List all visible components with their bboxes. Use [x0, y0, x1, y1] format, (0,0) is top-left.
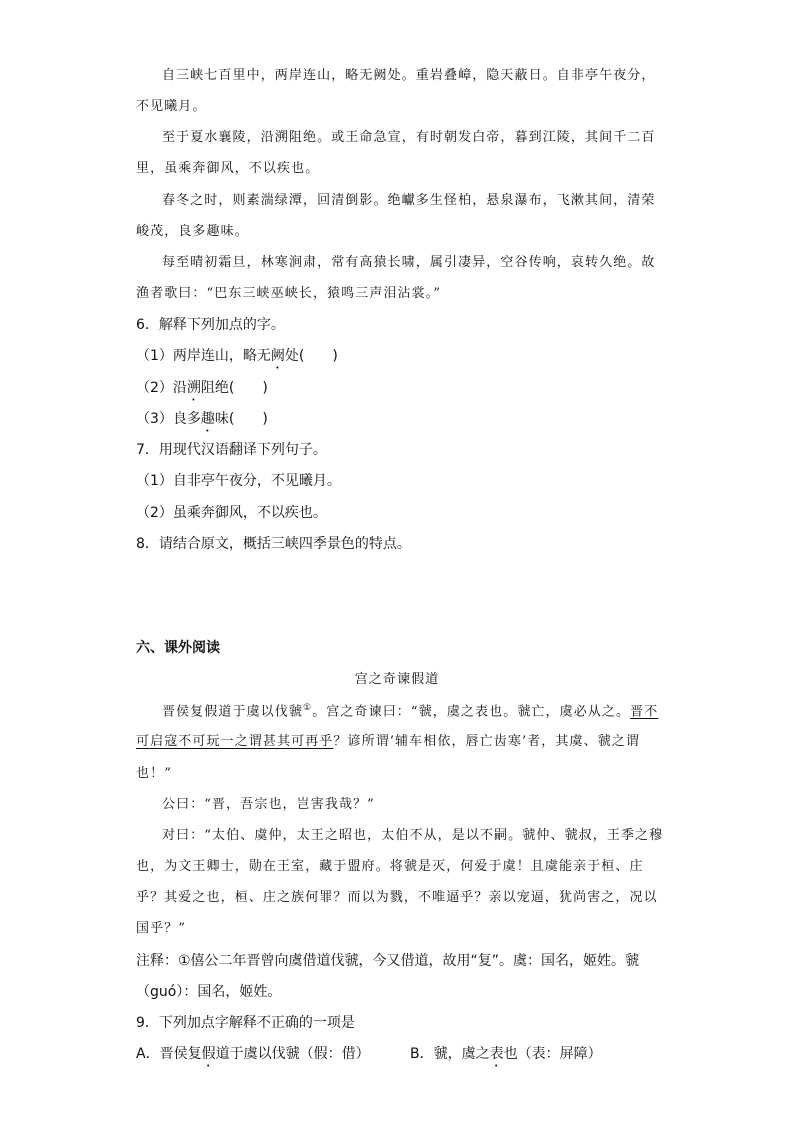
passage1-line: 不见曦月。	[136, 99, 207, 114]
passage1-line: 每至晴初霜旦，林寒涧肃，常有高猿长啸，属引凄异，空谷传响，哀转久绝。故	[162, 255, 656, 270]
annotation-line: （guó）：国名，姬姓。	[136, 984, 282, 1000]
question-9-option-a	[136, 1046, 370, 1070]
passage2-line	[162, 703, 658, 720]
passage1-line: 渔者歌曰：“巴东三峡巫峡长，猿鸣三声泪沾裳。”	[136, 286, 442, 301]
passage1-line: 至于夏水襄陵，沿溯阻绝。或王命急宣，有时朝发白帝，暮到江陵，其间千二百	[162, 130, 656, 145]
passage2-line: 也，为文王卿士，勋在王室，藏于盟府。将虢是灭，何爱于虞！且虞能亲于桓、庄	[136, 859, 644, 874]
passage1-line: 春冬之时，则素湍绿潭，回清倒影。绝巘多生怪柏，悬泉瀑布，飞漱其间，清荣	[162, 193, 656, 208]
passage2-line: 也！”	[136, 766, 172, 781]
question-8-stem: 8．请结合原文，概括三峡四季景色的特点。	[136, 536, 411, 552]
passage1-line: 自三峡七百里中，两岸连山，略无阙处。重岩叠嶂，隐天蔽日。自非亭午夜分，	[162, 68, 656, 83]
passage1-line: 里，虽乘奔御风，不以疾也。	[136, 161, 320, 176]
question-6-item-1	[136, 348, 338, 372]
underlined-text: 晋不	[630, 704, 659, 720]
text-segment: （2）沿	[136, 380, 187, 396]
passage2-line: 对曰：“太伯、虞仲，太王之昭也，太伯不从，是以不嗣。虢仲、虢叔，王季之穆	[162, 828, 664, 843]
text-segment: B．虢，虞之	[410, 1046, 490, 1062]
section-heading: 六、课外阅读	[136, 640, 220, 656]
question-6-stem: 6．解释下列加点的字。	[136, 317, 285, 333]
text-segment: 。宫之奇谏曰：“虢，虞之表也。虢亡，虞必从之。	[312, 704, 631, 720]
question-7-item-2: （2）虽乘奔御风，不以疾也。	[136, 505, 327, 521]
dotted-character: 阙	[270, 348, 285, 364]
dotted-character: 假	[201, 1046, 216, 1062]
dotted-character: 趣	[200, 411, 215, 427]
question-7-item-1: （1）自非亭午夜分，不见曦月。	[136, 473, 341, 489]
text-segment: 处( )	[284, 348, 338, 364]
text-segment: （1）两岸连山，略无	[136, 348, 271, 364]
text-segment: （3）良多	[136, 411, 201, 427]
passage2-line: 国乎？”	[136, 921, 187, 936]
dotted-character: 溯	[186, 380, 201, 396]
passage2-line: 公曰：“晋，吾宗也，岂害我哉？”	[162, 797, 375, 812]
text-segment: 也（表：屏障）	[503, 1046, 602, 1062]
question-6-item-2	[136, 380, 268, 404]
text-segment: A．晋侯复	[136, 1046, 202, 1062]
passage2-line	[136, 734, 640, 750]
text-segment: ？谚所谓‘辅车相依，唇亡齿寒’者，其虞、虢之谓	[333, 734, 640, 749]
question-6-item-3	[136, 411, 268, 435]
dotted-character: 表	[489, 1046, 504, 1062]
passage-title: 宫之奇谏假道	[354, 672, 440, 687]
question-9-option-b	[410, 1046, 602, 1070]
question-9-stem: 9．下列加点字解释不正确的一项是	[136, 1015, 355, 1031]
passage2-line: 乎？其爱之也，桓、庄之族何罪？而以为戮，不唯逼乎？亲以宠逼，犹尚害之，况以	[136, 890, 658, 905]
text-segment: 晋侯复假道于虞以伐虢	[162, 704, 304, 720]
annotation-line: 注释：①僖公二年晋曾向虞借道伐虢，今又借道，故用“复”。虞：国名，姬姓。虢	[136, 953, 640, 969]
underlined-text: 可启寇不可玩一之谓甚其可再乎	[136, 734, 334, 749]
question-7-stem: 7．用现代汉语翻译下列句子。	[136, 442, 327, 458]
passage1-line: 峻茂，良多趣味。	[136, 224, 249, 239]
text-segment: 味( )	[214, 411, 268, 427]
text-segment: 道于虞以伐虢（假：借）	[215, 1046, 370, 1062]
text-segment: 阻绝( )	[200, 380, 268, 396]
footnote-marker: ①	[303, 703, 313, 713]
